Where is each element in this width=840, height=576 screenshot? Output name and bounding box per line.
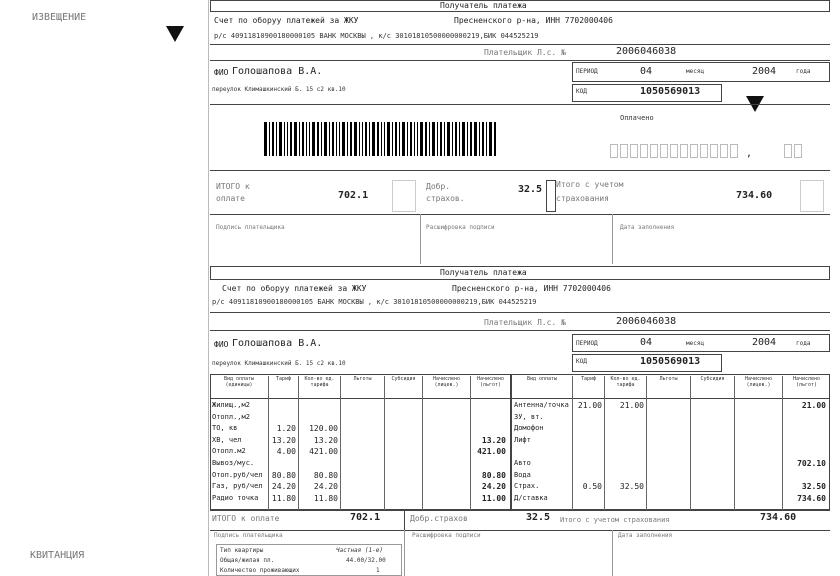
table-row-name: ЗУ, вт. <box>514 413 544 421</box>
table-row-sum: 21.00 <box>801 401 826 410</box>
table-header-cell: Кол-во ед. тарифа <box>604 376 646 398</box>
bottom-total-ins-value: 734.60 <box>760 512 797 523</box>
divider <box>210 214 830 215</box>
table-row-name: Вывоз/мус. <box>212 459 255 467</box>
table-row-name: Отопл.м2 <box>212 447 246 455</box>
bottom-code: 1050569013 <box>640 356 701 367</box>
apt-type-label: Тип квартиры <box>220 547 264 554</box>
table-row-name: Отопл.,м2 <box>212 413 250 421</box>
table-row-name: Д/ставка <box>514 494 548 502</box>
top-payer-label: Плательщик Л.с. № <box>484 48 566 57</box>
table-row-sum: 13.20 <box>481 436 506 445</box>
top-insurance-value: 32.5 <box>518 184 543 195</box>
table-row-tariff: 80.80 <box>271 471 296 480</box>
area-value: 44.00/32.00 <box>346 557 386 564</box>
table-row-name: ХВ, чел <box>212 436 242 444</box>
bottom-insurance-value: 32.5 <box>526 512 551 523</box>
table-row-tariff: 1.20 <box>276 424 296 433</box>
divider <box>210 60 830 61</box>
bottom-total-label: ИТОГО к оплате <box>212 514 280 523</box>
top-total-label-2: оплате <box>216 194 245 203</box>
table-header-cell: Начислено (льгот) <box>782 376 830 398</box>
table-header-cell: Начислено (лицев.) <box>422 376 470 398</box>
table-row-tariff: 4.00 <box>276 447 296 456</box>
table-row-tariff: 0.50 <box>582 482 602 491</box>
table-row-name: Антенна/точка <box>514 401 569 409</box>
table-header-cell: Тариф <box>572 376 604 398</box>
top-district: Пресненского р-на, ИНН 7702000406 <box>454 16 613 25</box>
table-row-qty: 80.80 <box>313 471 338 480</box>
table-row-name: Газ, руб/чел <box>212 482 263 490</box>
top-period-label: ПЕРИОД <box>576 68 598 75</box>
divider <box>404 530 405 576</box>
divider <box>210 104 830 105</box>
bottom-signature-label: Подпись плательщика <box>214 532 283 539</box>
table-header-cell: Вид оплаты (единицы) <box>223 376 255 388</box>
table-header-cell: Субсидия <box>384 376 422 398</box>
table-row-qty: 120.00 <box>309 424 338 433</box>
bottom-period-label: ПЕРИОД <box>576 340 598 347</box>
table-row-tariff: 11.80 <box>271 494 296 503</box>
top-total-ins-value: 734.60 <box>736 190 773 201</box>
table-column-divider <box>646 398 647 510</box>
top-paid-label: Оплачено <box>620 114 654 122</box>
bottom-address: переулок Климашкинский Б. 15 с2 кв.10 <box>212 360 346 367</box>
divider <box>210 510 830 511</box>
table-row-qty: 11.80 <box>313 494 338 503</box>
table-row-qty: 21.00 <box>619 401 644 410</box>
bottom-payer-account: 2006046038 <box>616 316 677 327</box>
column-divider <box>208 0 209 576</box>
table-header-cell: Субсидия <box>690 376 734 398</box>
top-account-line: Счет по оборуу платежей за ЖКУ <box>214 16 359 25</box>
table-row-name: Домофон <box>514 424 544 432</box>
table-row-qty: 32.50 <box>619 482 644 491</box>
table-column-divider <box>572 398 573 510</box>
top-total-value: 702.1 <box>338 190 369 201</box>
table-column-divider <box>690 398 691 510</box>
table-row-qty: 24.20 <box>313 482 338 491</box>
bottom-fio-label: ФИО <box>214 340 229 349</box>
bottom-year-label: года <box>796 340 811 347</box>
table-row-name: Авто <box>514 459 531 467</box>
table-row-qty: 13.20 <box>313 436 338 445</box>
table-column-divider <box>734 398 735 510</box>
top-total-label-1: ИТОГО к <box>216 182 250 191</box>
top-signature-label: Подпись плательщика <box>216 224 285 231</box>
table-row-name: Радио точка <box>212 494 259 502</box>
divider <box>210 330 830 331</box>
barcode <box>264 122 498 156</box>
bottom-year: 2004 <box>752 337 777 348</box>
table-row-sum: 11.00 <box>481 494 506 503</box>
table-column-divider <box>604 398 605 510</box>
bottom-account-line: Счет по оборуу платежей за ЖКУ <box>222 284 367 293</box>
bottom-period-month: 04 <box>640 337 653 348</box>
receipt-label: КВИТАНЦИЯ <box>30 550 85 561</box>
bottom-date-label: Дата заполнения <box>618 532 673 539</box>
top-fio-label: ФИО <box>214 68 229 77</box>
table-header-cell: Кол-во ед. тарифа <box>298 376 340 398</box>
table-row-name: Отоп.руб/чел <box>212 471 263 479</box>
top-address: переулок Климашкинский Б. 15 с2 кв.10 <box>212 86 346 93</box>
stamp-box <box>392 180 416 212</box>
area-label: Общая/жилая пл. <box>220 557 275 564</box>
top-bank-line: р/с 40911810900180000105 ВАНК МОСКВЫ , к/с 30101810500000000219,БИК 044525219 <box>214 32 539 40</box>
divider <box>404 510 405 530</box>
table-row-tariff: 21.00 <box>577 401 602 410</box>
top-code: 1050569013 <box>640 86 701 97</box>
table-row-qty: 421.00 <box>309 447 338 456</box>
table-row-name: Жилищ.,м2 <box>212 401 250 409</box>
top-total-ins-label-2: страхования <box>556 194 609 203</box>
table-column-divider <box>340 398 341 510</box>
divider <box>612 214 613 264</box>
top-total-ins-label-1: Итого с учетом <box>556 180 624 189</box>
table-row-name: Страх. <box>514 482 540 490</box>
top-fio: Голошапова В.А. <box>232 66 323 77</box>
apt-type-value: Частная (1-е) <box>336 547 383 554</box>
bottom-bank-line: р/с 40911810900180000105 БАНК МОСКВЫ , к/с 30101810500000000219,БИК 044525219 <box>212 298 537 306</box>
top-payer-account: 2006046038 <box>616 46 677 57</box>
table-header-cell: Вид оплаты <box>526 376 558 382</box>
stamp-box <box>546 180 556 212</box>
table-header-cell: Тариф <box>268 376 298 398</box>
top-insurance-label-1: Добр. <box>426 182 451 191</box>
divider <box>210 44 830 45</box>
bottom-code-label: КОД <box>576 358 587 365</box>
table-row-name: ТО, кв <box>212 424 238 432</box>
table-row-name: Лифт <box>514 436 531 444</box>
triangle-marker-icon <box>166 26 184 42</box>
bottom-fio: Голошапова В.А. <box>232 338 323 349</box>
top-decode-label: Расшифровка подписи <box>426 224 495 231</box>
table-row-sum: 32.50 <box>801 482 826 491</box>
table-header-cell: Начислено (льгот) <box>470 376 510 398</box>
table-header-divider <box>210 398 830 399</box>
table-row-tariff: 13.20 <box>271 436 296 445</box>
table-header-cell: Начислено (лицев.) <box>734 376 782 398</box>
table-row-sum: 734.60 <box>797 494 826 503</box>
top-date-label: Дата заполнения <box>620 224 675 231</box>
bottom-total-value: 702.1 <box>350 512 381 523</box>
top-insurance-label-2: страхов. <box>426 194 465 203</box>
stamp-box <box>800 180 824 212</box>
bottom-district: Пресненского р-на, ИНН 7702000406 <box>452 284 611 293</box>
bottom-decode-label: Расшифровка подписи <box>412 532 481 539</box>
top-month-label: месяц <box>686 68 705 75</box>
table-row-sum: 24.20 <box>481 482 506 491</box>
top-year: 2004 <box>752 66 777 77</box>
bottom-total-ins-label: Итого с учетом страхования <box>560 516 670 524</box>
bottom-payer-label: Плательщик Л.с. № <box>484 318 566 327</box>
top-recipient-title: Получатель платежа <box>440 1 527 10</box>
table-header-cell: Льготы <box>340 376 384 398</box>
table-row-name: Вода <box>514 471 531 479</box>
bottom-month-label: месяц <box>686 340 705 347</box>
paid-comma: , <box>746 148 753 159</box>
table-row-tariff: 24.20 <box>271 482 296 491</box>
divider <box>210 530 830 531</box>
divider <box>612 530 613 576</box>
table-row-sum: 702.10 <box>797 459 826 468</box>
residents-value: 1 <box>376 567 380 574</box>
notice-label: ИЗВЕЩЕНИЕ <box>32 12 87 23</box>
bottom-recipient-title: Получатель платежа <box>440 268 527 277</box>
divider <box>420 214 421 264</box>
residents-label: Количество проживающих <box>220 567 300 574</box>
table-column-divider <box>384 398 385 510</box>
top-period-month: 04 <box>640 66 653 77</box>
top-code-label: КОД <box>576 88 587 95</box>
top-year-label: года <box>796 68 811 75</box>
bottom-insurance-label: Добр.страхов <box>410 514 468 523</box>
table-row-sum: 80.80 <box>481 471 506 480</box>
table-header-cell: Льготы <box>646 376 690 398</box>
divider <box>210 312 830 313</box>
divider <box>210 170 830 171</box>
table-column-divider <box>422 398 423 510</box>
table-row-sum: 421.00 <box>477 447 506 456</box>
